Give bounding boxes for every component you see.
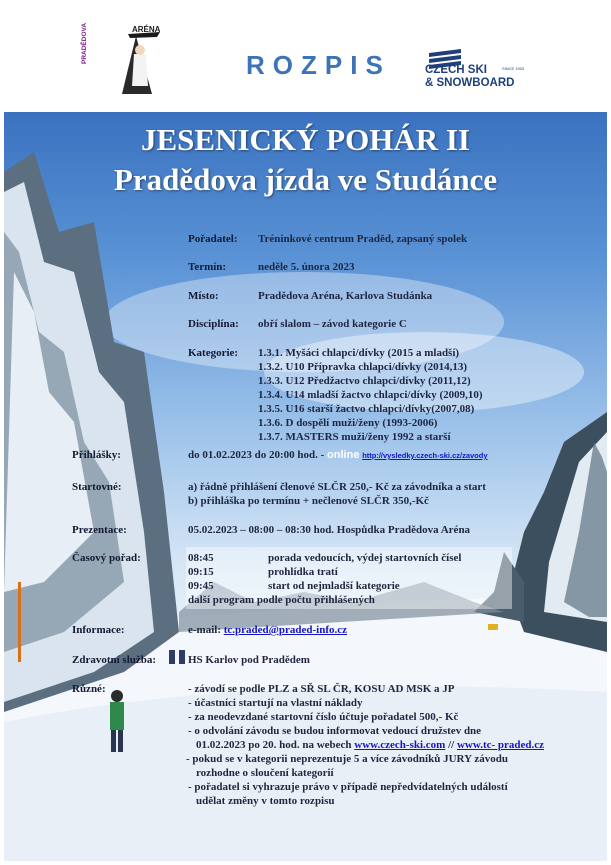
schedule-time: 09:15 [188,566,214,578]
information-label: Informace: [72,624,125,636]
schedule-item: start od nejmladší kategorie [268,580,400,592]
place-label: Místo: [188,290,219,302]
schedule-time: 09:45 [188,580,214,592]
misc-line-websites [196,739,544,752]
categories-label: Kategorie: [188,347,239,359]
medical-label: Zdravotní služba: [72,654,157,666]
schedule-extra: další program podle počtu přihlášených [188,594,375,606]
federation-line1: CZECH SKI [425,64,487,76]
discipline-value: obří slalom – závod kategorie C [258,318,407,330]
czech-ski-link[interactable]: www.czech-ski.com [354,739,446,751]
misc-line: - pokud se v kategorii neprezentuje 5 a více závodníků JURY závodu [186,753,508,765]
link-separator: // [445,739,457,751]
entry-fee-line: a) řádně přihlášení členové SLČR 250,- Kč za závodníka a start [188,481,486,493]
svg-text:ARÉNA: ARÉNA [132,25,161,34]
federation-since: SINCE 1903 [502,66,525,71]
category-item: 1.3.5. U16 starší žactvo chlapci/dívky(2007,08) [258,403,475,415]
misc-line: udělat změny v tomto rozpisu [196,795,335,807]
misc-line: - účastníci startují na vlastní náklady [188,697,363,709]
misc-websites-text: 01.02.2023 po 20. hod. na webech [196,739,352,751]
svg-text:PRADĚDOVA: PRADĚDOVA [81,22,88,64]
organizer-label: Pořadatel: [188,233,238,245]
registration-label: Přihlášky: [72,449,121,461]
date-label: Termín: [188,261,227,273]
misc-line: - o odvolání závodu se budou informovat vedoucí družstev dne [188,725,482,737]
schedule-item: prohlídka tratí [268,566,338,578]
place-value: Pradědova Aréna, Karlova Studánka [258,290,433,302]
category-item: 1.3.4. U14 mladší žactvo chlapci/dívky (2009,10) [258,389,483,401]
registration-link[interactable]: http://vysledky.czech-ski.cz/zavody [362,451,488,460]
registration-deadline: do 01.02.2023 do 20:00 hod. - [188,449,325,461]
category-item: 1.3.2. U10 Přípravka chlapci/dívky (2014,13) [258,361,468,373]
event-title: JESENICKÝ POHÁR II [141,122,470,157]
email-prefix: e-mail: [188,624,221,636]
email-link[interactable]: tc.praded@praded-info.cz [223,624,348,636]
discipline-label: Disciplína: [188,318,239,330]
pradedova-arena-logo [81,22,168,104]
schedule-time: 08:45 [188,552,214,564]
medical-value: HS Karlov pod Pradědem [188,654,310,666]
misc-line: - pořadatel si vyhrazuje právo v případě nepředvídatelných událostí [188,781,508,793]
information-value [188,624,347,637]
registration-value [188,449,488,462]
misc-line: - za neodevzdané startovní číslo účtuje pořadatel 500,- Kč [188,711,459,723]
rozpis-heading: ROZPIS [246,50,391,80]
federation-line2: & SNOWBOARD [425,77,515,89]
header [0,0,611,112]
category-item: 1.3.7. MASTERS muži/ženy 1992 a starší [258,431,451,443]
misc-line: - závodí se podle PLZ a SŘ SL ČR, KOSU AD MSK a JP [188,683,455,695]
presentation-value: 05.02.2023 – 08:00 – 08:30 hod. Hospůdka Pradědova Aréna [188,524,471,536]
date-value: neděle 5. února 2023 [258,261,355,273]
schedule-item: porada vedoucích, výdej startovních čísel [268,552,462,564]
category-item: 1.3.6. D dospělí muži/ženy (1993-2006) [258,417,438,429]
misc-label: Různé: [72,683,106,695]
tc-praded-link[interactable]: www.tc- praded.cz [456,739,545,751]
presentation-label: Prezentace: [72,524,127,536]
category-item: 1.3.3. U12 Předžactvo chlapci/dívky (2011,12) [258,375,471,387]
event-subtitle: Pradědova jízda ve Studánce [113,162,498,197]
misc-line: rozhodne o sloučení kategorií [196,767,334,779]
entry-fee-line: b) přihláška po termínu + nečlenové SLČR 350,-Kč [188,495,429,507]
registration-online: online [327,449,360,461]
schedule-label: Časový pořad: [72,552,141,564]
organizer-value: Tréninkové centrum Praděd, zapsaný spolek [258,233,468,245]
entry-fee-label: Startovné: [72,481,122,493]
category-item: 1.3.1. Myšáci chlapci/dívky (2015 a mladší) [258,347,460,359]
